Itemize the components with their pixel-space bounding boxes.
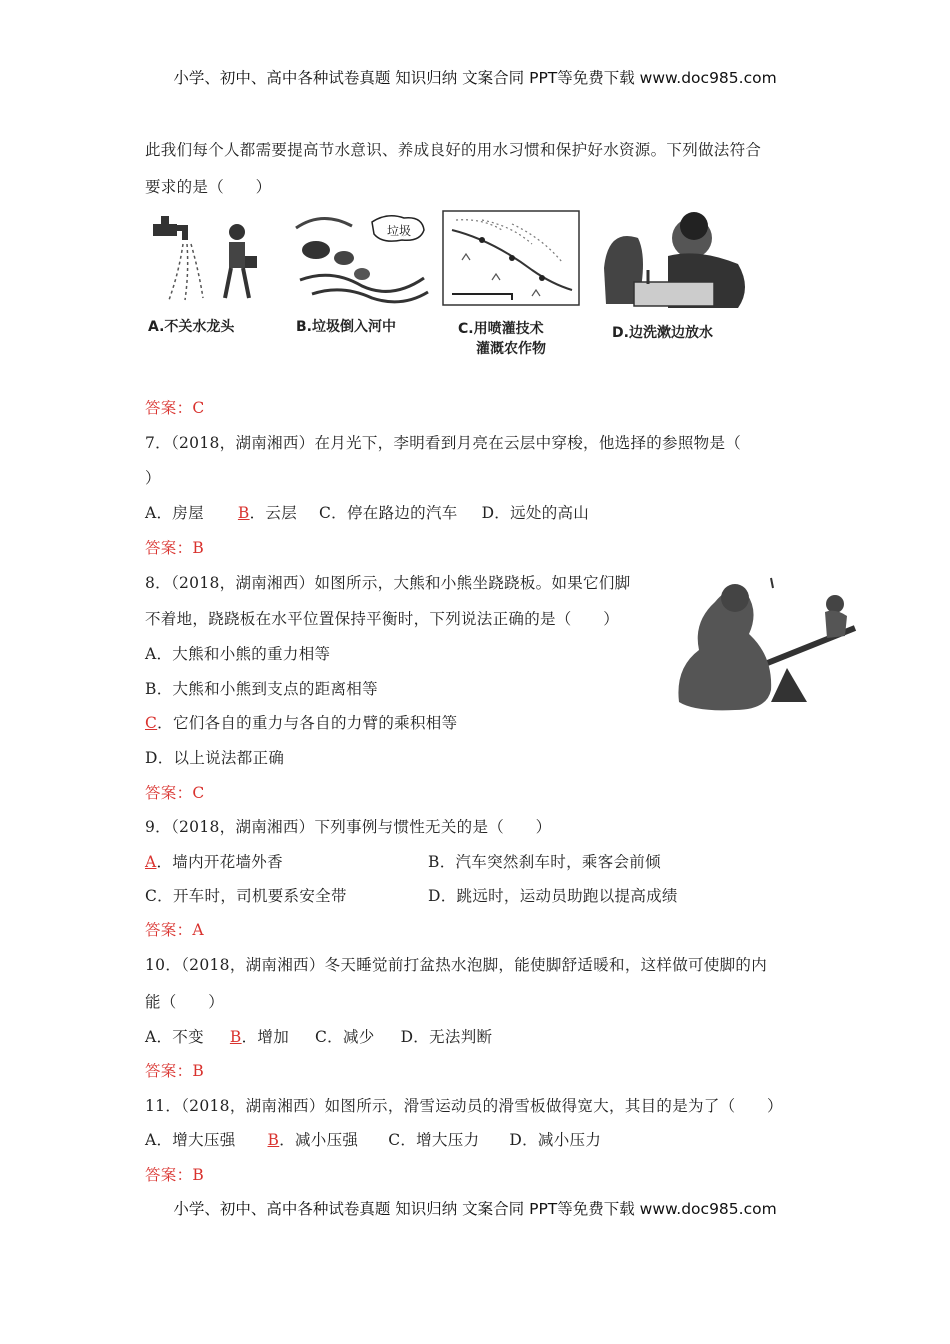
- q7-option-d: D．远处的高山: [481, 504, 590, 522]
- q10-options: [145, 1025, 492, 1047]
- faucet-running-figure: [145, 212, 265, 312]
- q9-option-a-letter: A: [145, 853, 157, 871]
- figure-caption-a: A.不关水龙头: [148, 319, 235, 335]
- q10-option-b-letter: B: [229, 1028, 242, 1046]
- q7-stem: 7．（2018，湖南湘西）在月光下，李明看到月亮在云层中穿梭，他选择的参照物是（: [145, 434, 742, 452]
- q11-option-b-letter: B: [267, 1131, 280, 1149]
- figure-caption-c-line1: C.用喷灌技术: [458, 321, 544, 337]
- q9-option-a-text: ．墙内开花墙外香: [156, 853, 283, 871]
- q8-option-d: D．以上说法都正确: [145, 749, 285, 767]
- sprinkler-irrigation-figure: [442, 210, 580, 306]
- q10-answer: 答案：B: [145, 1062, 205, 1080]
- q7-options: [145, 501, 589, 523]
- q9-option-a: [145, 850, 283, 872]
- q8-option-c-text: ．它们各自的重力与各自的力臂的乘积相等: [157, 714, 458, 732]
- q8-option-c: [145, 711, 457, 733]
- q11-option-c: C．增大压力: [388, 1131, 480, 1149]
- q9-answer: 答案：A: [145, 921, 204, 939]
- washing-water-running-figure: [598, 208, 758, 312]
- q7-option-b-text: ．云层: [249, 504, 298, 522]
- q8-stem-line2: 不着地，跷跷板在水平位置保持平衡时，下列说法正确的是（ ）: [145, 610, 620, 628]
- garbage-sign-text: 垃圾: [387, 224, 412, 238]
- q9-stem: 9．（2018，湖南湘西）下列事例与惯性无关的是（ ）: [145, 818, 552, 836]
- q9-option-d: D．跳远时，运动员助跑以提高成绩: [428, 887, 678, 905]
- q7-option-c: C．停在路边的汽车: [319, 504, 458, 522]
- q11-option-a: A．增大压强: [145, 1131, 236, 1149]
- q10-option-d: D．无法判断: [400, 1028, 493, 1046]
- q9-option-c: C．开车时，司机要系安全带: [145, 887, 347, 905]
- q10-option-b-text: ．增加: [241, 1028, 290, 1046]
- q6-text-line1: 此我们每个人都需要提高节水意识、养成良好的用水习惯和保护好水资源。下列做法符合: [145, 141, 762, 159]
- q8-option-a: A．大熊和小熊的重力相等: [145, 645, 331, 663]
- figure-caption-b: B.垃圾倒入河中: [296, 319, 396, 335]
- q11-answer: 答案：B: [145, 1166, 205, 1184]
- q9-option-b: B．汽车突然刹车时，乘客会前倾: [428, 853, 661, 871]
- q6-text-line2: 要求的是（ ）: [145, 178, 272, 196]
- bears-seesaw-figure: [675, 572, 865, 714]
- page-footer-banner: 小学、初中、高中各种试卷真题 知识归纳 文案合同 PPT等免费下载 www.doc985.com: [173, 1200, 777, 1218]
- q11-option-b-text: ．减小压强: [279, 1131, 359, 1149]
- page-header-banner: 小学、初中、高中各种试卷真题 知识归纳 文案合同 PPT等免费下载 www.doc985.com: [173, 69, 777, 87]
- q11-option-d: D．减小压力: [509, 1131, 602, 1149]
- figure-caption-d: D.边洗漱边放水: [612, 325, 713, 341]
- q8-option-c-letter: C: [145, 714, 158, 732]
- q7-option-a: A．房屋: [145, 504, 204, 522]
- q10-option-a: A．不变: [145, 1028, 204, 1046]
- figure-caption-c-line2: 灌溉农作物: [476, 341, 546, 357]
- q7-answer: 答案：B: [145, 539, 205, 557]
- q8-option-b: B．大熊和小熊到支点的距离相等: [145, 680, 378, 698]
- q11-stem: 11．（2018，湖南湘西）如图所示，滑雪运动员的滑雪板做得宽大，其目的是为了（ ）: [145, 1097, 783, 1115]
- q10-stem-line1: 10．（2018，湖南湘西）冬天睡觉前打盆热水泡脚，能使脚舒适暖和，这样做可使脚的内: [145, 956, 768, 974]
- q8-stem-line1: 8．（2018，湖南湘西）如图所示，大熊和小熊坐跷跷板。如果它们脚: [145, 574, 631, 592]
- q7-stem-cont: ）: [145, 469, 161, 487]
- garbage-river-figure: [292, 208, 432, 308]
- q6-answer: 答案：C: [145, 399, 205, 417]
- q11-options: [145, 1128, 601, 1150]
- q7-option-b-letter: B: [237, 504, 250, 522]
- q8-answer: 答案：C: [145, 784, 205, 802]
- q10-stem-line2: 能（ ）: [145, 993, 225, 1011]
- q10-option-c: C．减少: [315, 1028, 375, 1046]
